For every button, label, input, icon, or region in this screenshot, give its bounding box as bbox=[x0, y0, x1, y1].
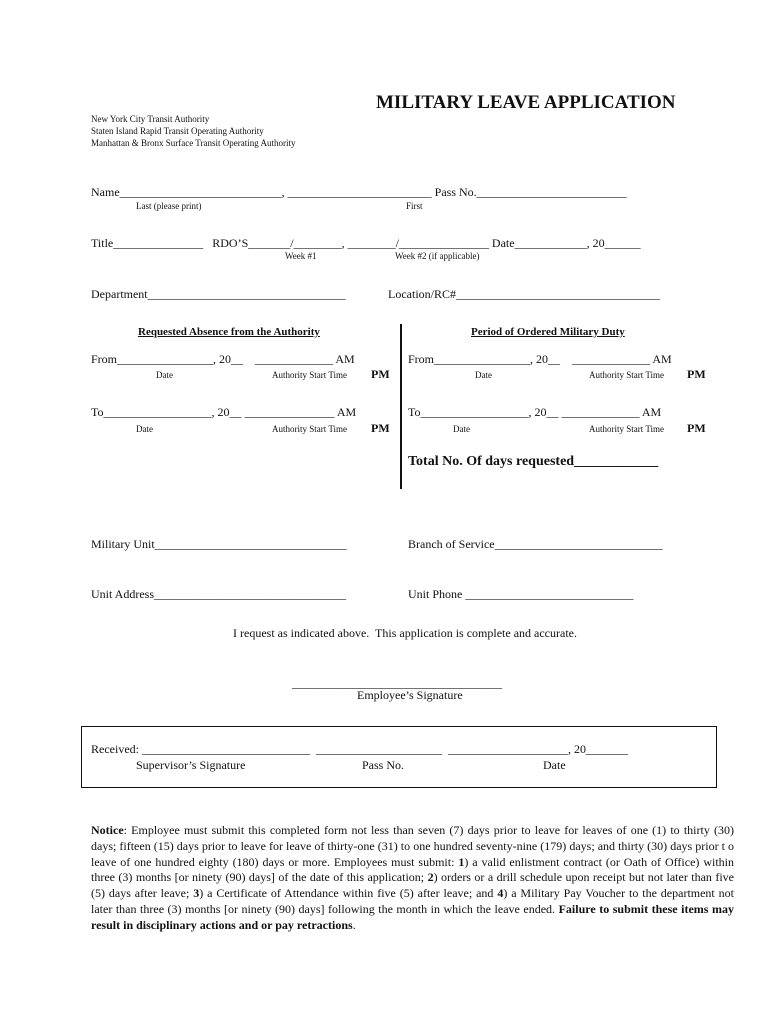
pass-no-label: Pass No. bbox=[362, 758, 405, 772]
requested-to-row[interactable]: To__________________, 20__ _______________ AM bbox=[91, 405, 357, 419]
unit-address-field[interactable]: Unit Address________________________________ bbox=[91, 587, 346, 601]
requested-absence-heading: Requested Absence from the Authority bbox=[138, 326, 320, 338]
hint-start-time: Authority Start Time bbox=[589, 424, 665, 434]
employee-signature-label: Employee’s Signature bbox=[357, 688, 463, 702]
notice-warning: Failure to submit these items may result in disciplinary actions and or pay retractions bbox=[91, 901, 734, 932]
agency-line: Manhattan & Bronx Surface Transit Operating Authority bbox=[91, 138, 296, 148]
location-field[interactable]: Location/RC#__________________________________ bbox=[388, 287, 660, 301]
ordered-to-row[interactable]: To__________________, 20__ _____________ AM bbox=[408, 405, 662, 419]
total-days-field[interactable]: Total No. Of days requested____________ bbox=[408, 454, 659, 469]
notice-label: Notice bbox=[91, 823, 124, 837]
date-label: Date bbox=[543, 758, 566, 772]
requested-to-pm[interactable]: PM bbox=[371, 421, 390, 435]
hint-start-time: Authority Start Time bbox=[272, 424, 348, 434]
branch-of-service-field[interactable]: Branch of Service____________________________ bbox=[408, 537, 663, 551]
requested-from-row[interactable]: From________________, 20__ _____________ AM bbox=[91, 352, 355, 366]
column-divider bbox=[400, 324, 402, 489]
hint-last-name: Last (please print) bbox=[136, 201, 202, 211]
ordered-from-pm[interactable]: PM bbox=[687, 367, 706, 381]
name-pass-row[interactable]: Name___________________________, ________________________ Pass No._________________________ bbox=[91, 185, 627, 199]
ordered-from-row[interactable]: From________________, 20__ _____________ AM bbox=[408, 352, 672, 366]
military-unit-field[interactable]: Military Unit________________________________ bbox=[91, 537, 347, 551]
hint-date: Date bbox=[453, 424, 470, 434]
department-field[interactable]: Department_________________________________ bbox=[91, 287, 346, 301]
hint-week1: Week #1 bbox=[285, 251, 317, 261]
ordered-duty-heading: Period of Ordered Military Duty bbox=[471, 326, 625, 338]
hint-date: Date bbox=[156, 370, 173, 380]
hint-week2: Week #2 (if applicable) bbox=[395, 251, 480, 261]
hint-first-name: First bbox=[406, 201, 423, 211]
notice-paragraph: Notice: Employee must submit this completed form not less than seven (7) days prior to leave for leaves of one (1) to thirty (30) days; fifteen (15) days prior to leave for leave of thirty-one (31) to one hundred seventy-nine (179) days; and thirty (30) days prior t o leave of one hundred eighty (180) days or more. Employees must submit: 1) a valid enlistment contract (or Oath of Office) within three (3) months [or ninety (90) days] of the date of this application; 2) orders or a drill schedule upon receipt but not later than five (5) days after leave; 3) a Certificate of Attendance within five (5) after leave; and 4) a Military Pay Voucher to the department not later than three (3) months [or ninety (90) days] following the month in which the leave ended. Failure to submit these items may result in disciplinary actions and or pay retractions. bbox=[91, 823, 735, 932]
ordered-to-pm[interactable]: PM bbox=[687, 421, 706, 435]
title-rdo-date-row[interactable]: Title_______________ RDO’S_______/________, ________/_______________ Date____________, 20______ bbox=[91, 236, 641, 250]
hint-date: Date bbox=[136, 424, 153, 434]
agency-line: Staten Island Rapid Transit Operating Authority bbox=[91, 126, 264, 136]
hint-date: Date bbox=[475, 370, 492, 380]
requested-from-pm[interactable]: PM bbox=[371, 367, 390, 381]
received-row[interactable]: Received: ____________________________ _____________________ ____________________, 20_______ bbox=[91, 742, 628, 756]
hint-start-time: Authority Start Time bbox=[272, 370, 348, 380]
supervisor-signature-label: Supervisor’s Signature bbox=[136, 758, 246, 772]
unit-phone-field[interactable]: Unit Phone ____________________________ bbox=[408, 587, 634, 601]
certification-statement: I request as indicated above. This application is complete and accurate. bbox=[233, 626, 577, 640]
form-title: MILITARY LEAVE APPLICATION bbox=[376, 92, 676, 113]
employee-signature-line[interactable]: ___________________________________ bbox=[292, 676, 502, 690]
agency-line: New York City Transit Authority bbox=[91, 114, 210, 124]
received-box bbox=[81, 726, 717, 788]
hint-start-time: Authority Start Time bbox=[589, 370, 665, 380]
